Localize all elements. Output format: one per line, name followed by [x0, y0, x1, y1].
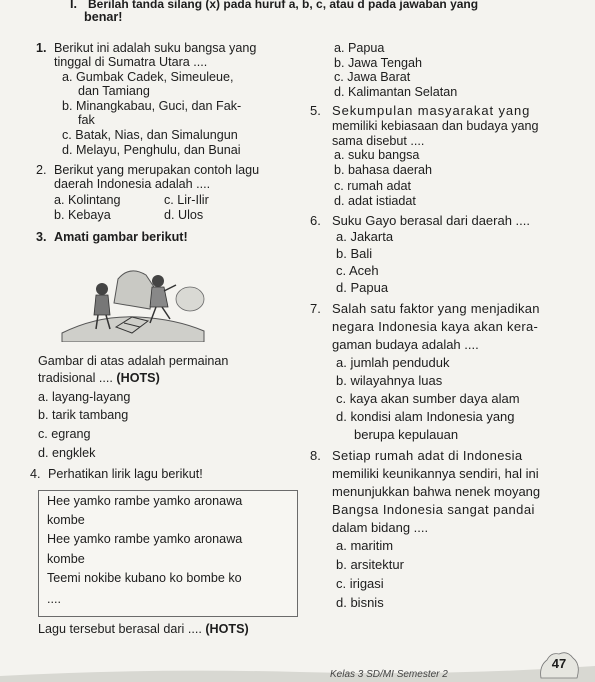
q6-option-b[interactable]: b. Bali: [336, 246, 373, 261]
q2-number: 2.: [36, 163, 47, 177]
q7-stem-1: Salah satu faktor yang menjadikan: [332, 301, 540, 316]
q4-question: Lagu tersebut berasal dari ....: [38, 622, 206, 636]
q2-option-d[interactable]: d. Ulos: [164, 208, 204, 222]
q3-option-d[interactable]: d. engklek: [38, 446, 96, 460]
q8-stem-1: Setiap rumah adat di Indonesia: [332, 448, 523, 463]
q1-option-a-right[interactable]: a. Papua: [334, 41, 385, 55]
q7-number: 7.: [310, 301, 321, 316]
q2-option-c[interactable]: c. Lir-Ilir: [164, 193, 209, 207]
q8-option-a[interactable]: a. maritim: [336, 538, 394, 553]
page-number: 47: [551, 656, 567, 671]
q5-option-d[interactable]: d. adat istiadat: [334, 194, 416, 208]
q5-option-a[interactable]: a. suku bangsa: [334, 148, 420, 162]
q1-option-c[interactable]: c. Batak, Nias, dan Simalungun: [62, 128, 238, 142]
q1-stem-1: Berikut ini adalah suku bangsa yang: [54, 41, 257, 55]
q4-hots-tag: (HOTS): [205, 622, 249, 636]
q6-option-a[interactable]: a. Jakarta: [336, 229, 394, 244]
q8-stem-3: menunjukkan bahwa nenek moyang: [332, 484, 541, 499]
q7-stem-3: gaman budaya adalah ....: [332, 337, 479, 352]
q7-option-a[interactable]: a. jumlah penduduk: [336, 355, 450, 370]
q3-option-b[interactable]: b. tarik tambang: [38, 408, 129, 422]
q7-option-d-2: berupa kepulauan: [354, 427, 459, 442]
q1-option-a-1[interactable]: a. Gumbak Cadek, Simeuleue,: [62, 70, 234, 84]
q2-option-a[interactable]: a. Kolintang: [54, 193, 121, 207]
q1-option-d[interactable]: d. Melayu, Penghulu, dan Bunai: [62, 143, 241, 157]
q1-number: 1.: [36, 41, 47, 55]
q1-option-b-right[interactable]: b. Jawa Tengah: [334, 56, 422, 70]
q3-caption-1: Gambar di atas adalah permainan: [38, 354, 229, 368]
q6-option-d[interactable]: d. Papua: [336, 280, 389, 295]
q4-stem: Perhatikan lirik lagu berikut!: [48, 467, 203, 481]
instruction-line-1: Berilah tanda silang (x) pada huruf a, b, c, atau d pada jawaban yang: [88, 0, 479, 11]
q8-stem-2: memiliki keunikannya sendiri, hal ini: [332, 466, 539, 481]
q8-number: 8.: [310, 448, 321, 463]
q5-number: 5.: [310, 103, 321, 118]
q1-option-b-1[interactable]: b. Minangkabau, Guci, dan Fak-: [62, 99, 242, 113]
q7-stem-2: negara Indonesia kaya akan kera-: [332, 319, 539, 334]
q3-hots-tag: (HOTS): [116, 371, 160, 385]
footer-wave: [0, 664, 595, 682]
q5-option-c[interactable]: c. rumah adat: [334, 179, 412, 193]
q2-stem-1: Berikut yang merupakan contoh lagu: [54, 163, 260, 177]
instruction-line-2: benar!: [84, 10, 123, 24]
footer-text: Kelas 3 SD/MI Semester 2: [330, 669, 448, 680]
q6-number: 6.: [310, 213, 321, 228]
section-number: I.: [70, 0, 77, 11]
q1-stem-2: tinggal di Sumatra Utara ....: [54, 55, 208, 69]
q8-stem-4: Bangsa Indonesia sangat pandai: [332, 502, 535, 517]
q2-stem-2: daerah Indonesia adalah ....: [54, 177, 211, 191]
q8-stem-5: dalam bidang ....: [332, 520, 429, 535]
q5-stem-3: sama disebut ....: [332, 134, 425, 148]
lyric-line: Teemi nokibe kubano ko bombe ko: [47, 571, 242, 585]
q4-number: 4.: [30, 467, 41, 481]
lyrics-box: [38, 490, 298, 617]
q1-option-d-right[interactable]: d. Kalimantan Selatan: [334, 85, 458, 99]
q1-option-b-2: fak: [78, 113, 95, 127]
q8-option-c[interactable]: c. irigasi: [336, 576, 384, 591]
q3-option-a[interactable]: a. layang-layang: [38, 390, 131, 404]
lyric-line: ....: [47, 592, 61, 606]
q3-caption-2: tradisional ....: [38, 371, 117, 385]
q8-option-b[interactable]: b. arsitektur: [336, 557, 404, 572]
q5-option-b[interactable]: b. bahasa daerah: [334, 163, 433, 177]
lyric-line: kombe: [47, 552, 85, 566]
q8-option-d[interactable]: d. bisnis: [336, 595, 384, 610]
q3-number: 3.: [36, 230, 47, 244]
lyric-line: Hee yamko rambe yamko aronawa: [47, 494, 243, 508]
q1-option-a-2: dan Tamiang: [78, 84, 150, 98]
q6-stem: Suku Gayo berasal dari daerah ....: [332, 213, 531, 228]
q2-option-b[interactable]: b. Kebaya: [54, 208, 111, 222]
q3-stem: Amati gambar berikut!: [54, 230, 188, 244]
q5-stem-2: memiliki kebiasaan dan budaya yang: [332, 119, 539, 133]
q1-option-c-right[interactable]: c. Jawa Barat: [334, 70, 411, 84]
q7-option-c[interactable]: c. kaya akan sumber daya alam: [336, 391, 520, 406]
engklek-illustration: [58, 257, 208, 342]
q3-option-c[interactable]: c. egrang: [38, 427, 91, 441]
q7-option-b[interactable]: b. wilayahnya luas: [336, 373, 443, 388]
q7-option-d-1[interactable]: d. kondisi alam Indonesia yang: [336, 409, 515, 424]
lyric-line: kombe: [47, 513, 85, 527]
q6-option-c[interactable]: c. Aceh: [336, 263, 379, 278]
q5-stem-1: Sekumpulan masyarakat yang: [332, 103, 531, 118]
lyric-line: Hee yamko rambe yamko aronawa: [47, 532, 243, 546]
